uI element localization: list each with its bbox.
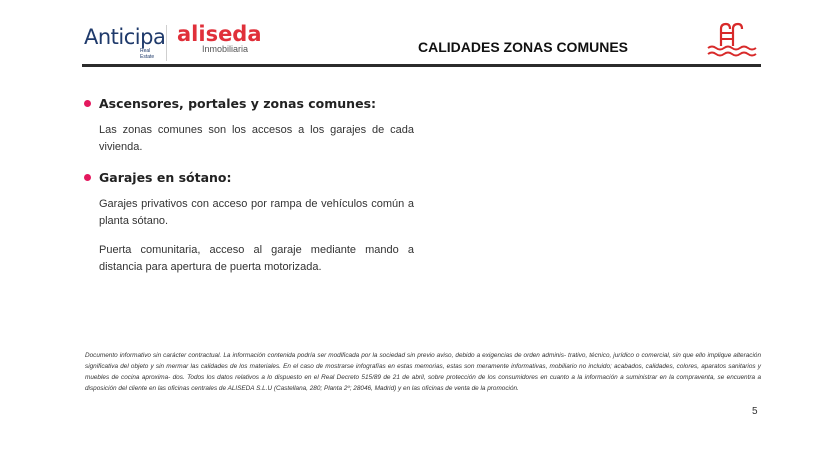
aliseda-logo-subtext: Inmobiliaria <box>202 44 249 54</box>
pool-ladder-icon <box>705 20 761 62</box>
anticipa-logo-text: Anticipa <box>84 25 166 49</box>
bullet-icon <box>84 174 91 181</box>
section-paragraph: Garajes privativos con acceso por rampa de vehículos común a planta sótano. <box>99 198 414 227</box>
legal-disclaimer: Documento informativo sin carácter contractual. La información contenida podría ser modificada por la sociedad sin previo aviso, debido a exigencias de orden adminis- trativo, técnico, jurídico o comercial, sin que ello implique alteración significativa del objeto y sin mermar las calidades de los materiales. En el caso de mostrarse infografías en estas memorias, estas son meramente informativas, mobiliario no incluido; acabados, calidades, colores, aparatos sanitarios y muebles de cocina aproxima- dos. Todos los datos relativos a lo dispuesto en el Real Decreto 515/89 de 21 de abril, sobre protección de los consumidores en cuanto a la información a suministrar en la compraventa, se encuentra a disposición del cliente en las oficinas centrales de ALISEDA S.L.U (Castellana, 280; Planta 2º; 28046, Madrid) y en las oficinas de venta de la promoción. <box>85 352 761 392</box>
section-title-text: Ascensores, portales y zonas comunes: <box>99 96 377 111</box>
aliseda-logo <box>177 22 262 54</box>
content-sections <box>84 96 414 288</box>
section-title-text: Garajes en sótano: <box>99 170 232 185</box>
anticipa-logo <box>84 25 166 60</box>
header-rule <box>82 64 761 67</box>
aliseda-logo-text: aliseda <box>177 22 262 46</box>
logo-divider <box>166 25 167 61</box>
bullet-icon <box>84 100 91 107</box>
section-paragraph: Las zonas comunes son los accesos a los garajes de cada vivienda. <box>99 124 414 153</box>
section-title <box>84 96 414 111</box>
page-number: 5 <box>752 406 758 417</box>
section-paragraph: Puerta comunitaria, acceso al garaje mediante mando a distancia para apertura de puerta motorizada. <box>99 244 414 273</box>
page-title: CALIDADES ZONAS COMUNES <box>418 39 629 55</box>
section-title <box>84 170 414 185</box>
anticipa-logo-subtext: Real Estate <box>140 48 155 60</box>
page-header <box>0 0 816 70</box>
